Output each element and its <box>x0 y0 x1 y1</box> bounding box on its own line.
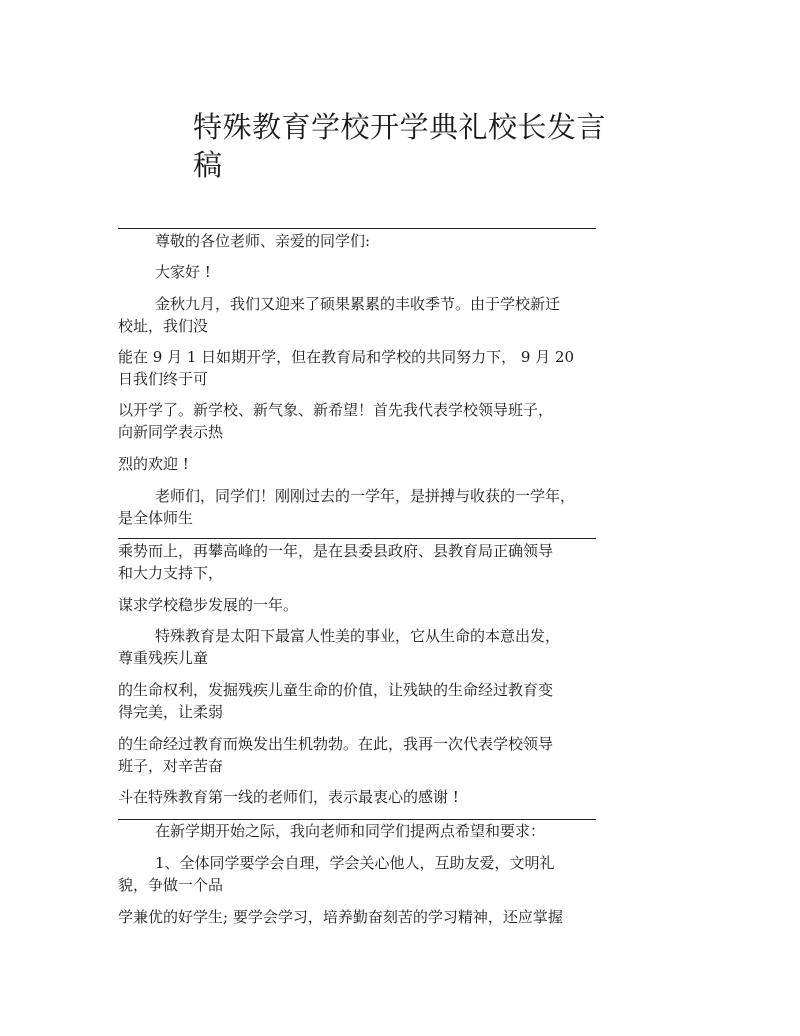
paragraph <box>118 906 604 928</box>
paragraph-line: 特殊教育是太阳下最富人性美的事业，它从生命的本意出发， <box>155 627 561 645</box>
paragraph-line: 大家好 ! <box>155 263 211 281</box>
paragraph-line: 尊重残疾儿童 <box>118 649 209 667</box>
paragraph-line: 是全体师生 <box>118 509 194 527</box>
paragraph-line: 在新学期开始之际，我向老师和同学们提两点希望和要求： <box>155 822 546 840</box>
paragraph-line: 1、全体同学要学会自理，学会关心他人，互助友爱，文明礼 <box>155 854 555 872</box>
paragraph-line: 老师们，同学们！刚刚过去的一学年，是拼搏与收获的一学年， <box>155 487 576 505</box>
paragraph-line: 的生命经过教育而焕发出生机勃勃。在此，我再一次代表学校领导 <box>118 735 554 753</box>
paragraph-line: 斗在特殊教育第一线的老师们，表示最衷心的感谢 ! <box>118 788 459 806</box>
paragraph <box>118 485 604 529</box>
paragraph-line: 尊敬的各位老师、亲爱的同学们: <box>155 232 371 250</box>
paragraph <box>118 733 604 777</box>
paragraph <box>118 540 604 584</box>
paragraph <box>118 786 604 808</box>
paragraph-line: 班子，对辛苦奋 <box>118 757 224 775</box>
paragraph <box>118 453 604 475</box>
paragraph-line: 的生命权利，发掘残疾儿童生命的价值，让残缺的生命经过教育变 <box>118 681 554 699</box>
paragraph-line: 日我们终于可 <box>118 370 209 388</box>
paragraph <box>118 230 641 252</box>
paragraph-line: 校址，我们没 <box>118 317 209 335</box>
paragraph <box>118 261 641 283</box>
paragraph-line: 能在 9 月 1 日如期开学，但在教育局和学校的共同努力下， 9 月 20 <box>118 348 575 366</box>
paragraph-line: 乘势而上，再攀高峰的一年，是在县委县政府、县教育局正确领导 <box>118 542 554 560</box>
paragraph <box>118 399 604 443</box>
paragraph <box>118 820 641 842</box>
paragraph-line: 和大力支持下， <box>118 564 224 582</box>
paragraph <box>118 346 604 390</box>
title-line-1: 特殊教育学校开学典礼校长发言 <box>193 110 607 144</box>
paragraph-line: 烈的欢迎 ! <box>118 455 189 473</box>
horizontal-rule <box>118 228 596 229</box>
paragraph <box>118 625 604 669</box>
horizontal-rule <box>118 538 596 539</box>
paragraph <box>118 679 604 723</box>
document-title <box>193 108 613 184</box>
title-line-2: 稿 <box>193 148 223 182</box>
paragraph <box>118 293 604 337</box>
paragraph-line: 貌，争做一个品 <box>118 876 224 894</box>
paragraph-line: 谋求学校稳步发展的一年。 <box>118 596 299 614</box>
paragraph <box>118 594 604 616</box>
paragraph-line: 学兼优的好学生; 要学会学习，培养勤奋刻苦的学习精神，还应掌握 <box>118 908 563 926</box>
paragraph-line: 向新同学表示热 <box>118 423 224 441</box>
paragraph-line: 得完美，让柔弱 <box>118 703 224 721</box>
paragraph <box>118 852 604 896</box>
paragraph-line: 金秋九月，我们又迎来了硕果累累的丰收季节。由于学校新迁 <box>155 295 561 313</box>
paragraph-line: 以开学了。新学校、新气象、新希望！首先我代表学校领导班子， <box>118 401 554 419</box>
